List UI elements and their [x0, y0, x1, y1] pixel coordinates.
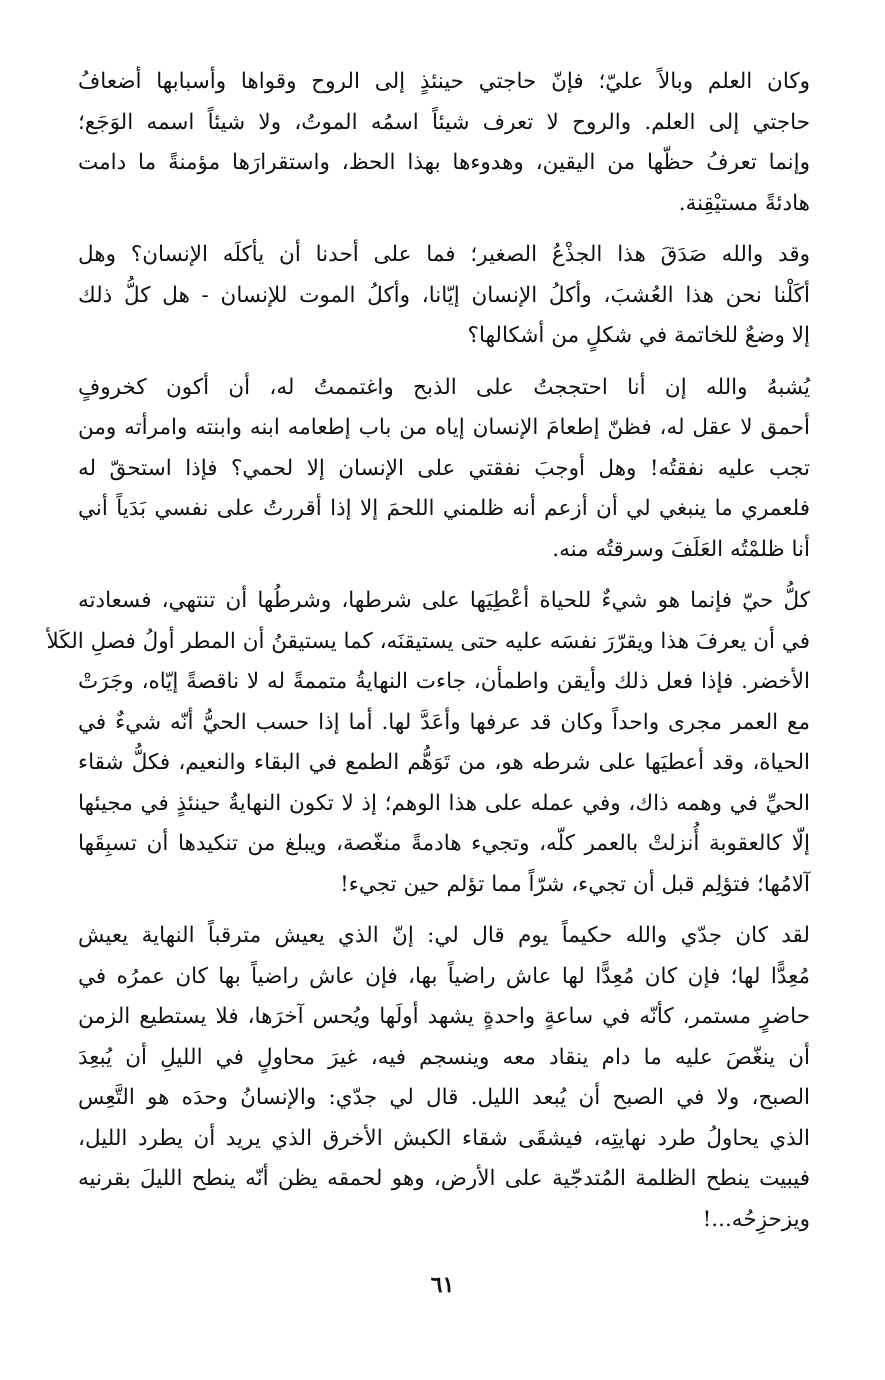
text-line: في أن يعرفَ هذا ويقرّرَ نفسَه عليه حتى يستيقنَه، كما يستيقنُ أن المطر أولُ فصلِ الكَلأ: [46, 628, 810, 654]
text-line: مع العمر مجرى واحداً وكان قد عرفها وأعَدَّ لها. أما إذا حسب الحيُّ أنّه شيءٌ في: [78, 709, 810, 735]
text-line: أن ينغّصَ عليه ما دام ينقاد معه وينسجم فيه، غيرَ محاولٍ في الليلِ أن يُبعِدَ: [78, 1044, 810, 1070]
text-line: حاجتي إلى العلم. والروح لا تعرف شيئاً اسمُه الموتُ، ولا شيئاً اسمه الوَجَع؛: [78, 109, 810, 135]
page-number: ٦١: [430, 1272, 455, 1298]
text-line: إلّا كالعقوبة أُنزلتْ بالعمر كلّه، وتجيء هادمةً منغّصة، ويبلغ من تنكيدها أن تسبِقَها: [78, 831, 810, 856]
text-line: الحياة، وقد أعطيَها على شرطه هو، من تَوَهُّم الطمع في البقاء والنعيم، فكلُّ شقاء: [78, 750, 810, 775]
paragraph-4: [46, 581, 810, 905]
text-line: هادئةً مستيْقِنة.: [678, 190, 810, 216]
text-line: أنا ظلمْتُه العَلَفَ وسرقتُه منه.: [552, 536, 810, 562]
text-line: إلا وضعٌ للخاتمة في شكلٍ من أشكالها؟: [467, 323, 810, 348]
text-line: الأخضر. فإذا فعل ذلك وأيقن واطمأن، جاءت النهايةُ متممةً له لا ناقصةً إيّاه، وجَرَتْ: [78, 669, 810, 694]
text-line: الحيِّ في وهمه ذاك، وفي عمله على هذا الوهم؛ إذ لا تكون النهايةُ حينئذٍ في مجيئها: [78, 790, 810, 816]
text-line: أكَلْنا نحن هذا العُشبَ، وأكلُ الإنسان إيّانا، وأكلُ الموت للإنسان - هل كلُّ ذلك: [78, 282, 810, 308]
text-line: الذي يحاولُ طرد نهايتِه، فيشقَى شقاء الكبش الأخرق الذي يريد أن يطرد الليل،: [78, 1125, 810, 1151]
paragraph-1: [78, 62, 810, 224]
text-line: كلُّ حيّ فإنما هو شيءٌ للحياة أعْطِيَها على شرطها، وشرطُها أن تنتهي، فسعادته: [78, 588, 810, 613]
text-line: أحمق لا عقل له، فظنّ إطعامَ الإنسان إياه من باب إطعامه ابنه وابنته وامرأته ومن: [78, 415, 810, 440]
page-body: [46, 62, 811, 1240]
text-line: يُشبهُ والله إن أنا احتججتُ على الذبح واغتممتُ له، أن أكون كخروفٍ: [78, 374, 810, 400]
text-line: لقد كان جدّي والله حكيماً يوم قال لي: إنّ الذي يعيش مترقباً النهاية يعيش: [78, 923, 810, 948]
text-line: وإنما تعرفُ حظّها من اليقين، وهدوءها بهذا الحظ، واستقرارَها مؤمنةً ما دامت: [78, 150, 810, 175]
text-line: مُعِدًّا لها؛ فإن كان مُعِدًّا لها عاش راضياً بها، فإن عاش راضياً بها كان عمرُه في: [78, 963, 810, 989]
paragraph-5: [78, 916, 810, 1240]
text-line: تجب عليه نفقتُه! وهل أوجبَ نفقتي على الإنسان إلا لحمي؟ فإذا استحقّ له: [78, 455, 810, 481]
text-line: ويزحزِحُه...!: [702, 1206, 810, 1232]
text-line: وكان العلم وبالاً عليّ؛ فإنّ حاجتي حينئذٍ إلى الروح وقواها وأسبابها أضعافُ: [78, 69, 810, 94]
text-line: آلامُها؛ فتؤلِم قبل أن تجيء، شرّاً مما تؤلم حين تجيء!: [340, 871, 810, 897]
text-line: حاضرٍ مستمر، كأنّه في ساعةٍ واحدةٍ يشهد أولَها ويُحس آخرَها، فلا يستطيع الزمن: [78, 1004, 810, 1029]
paragraph-3: [78, 368, 810, 571]
text-line: فلعمري ما ينبغي لي أن أزعم أنه ظلمني اللحمَ إلا إذا أقررتُ على نفسي بَدَياً أني: [78, 496, 811, 521]
text-line: وقد والله صَدَقَ هذا الجذْعُ الصغير؛ فما على أحدنا أن يأكلَه الإنسان؟ وهل: [78, 242, 810, 267]
paragraph-2: [78, 235, 810, 357]
text-line: فيبيت ينطح الظلمة المُتدجّية على الأرض، وهو لحمقه يظن أنّه ينطح الليلَ بقرنيه: [78, 1166, 810, 1191]
text-line: الصبح، ولا في الصبح أن يُبعد الليل. قال لي جدّي: والإنسانُ وحدَه هو التَّعِس: [78, 1085, 810, 1110]
